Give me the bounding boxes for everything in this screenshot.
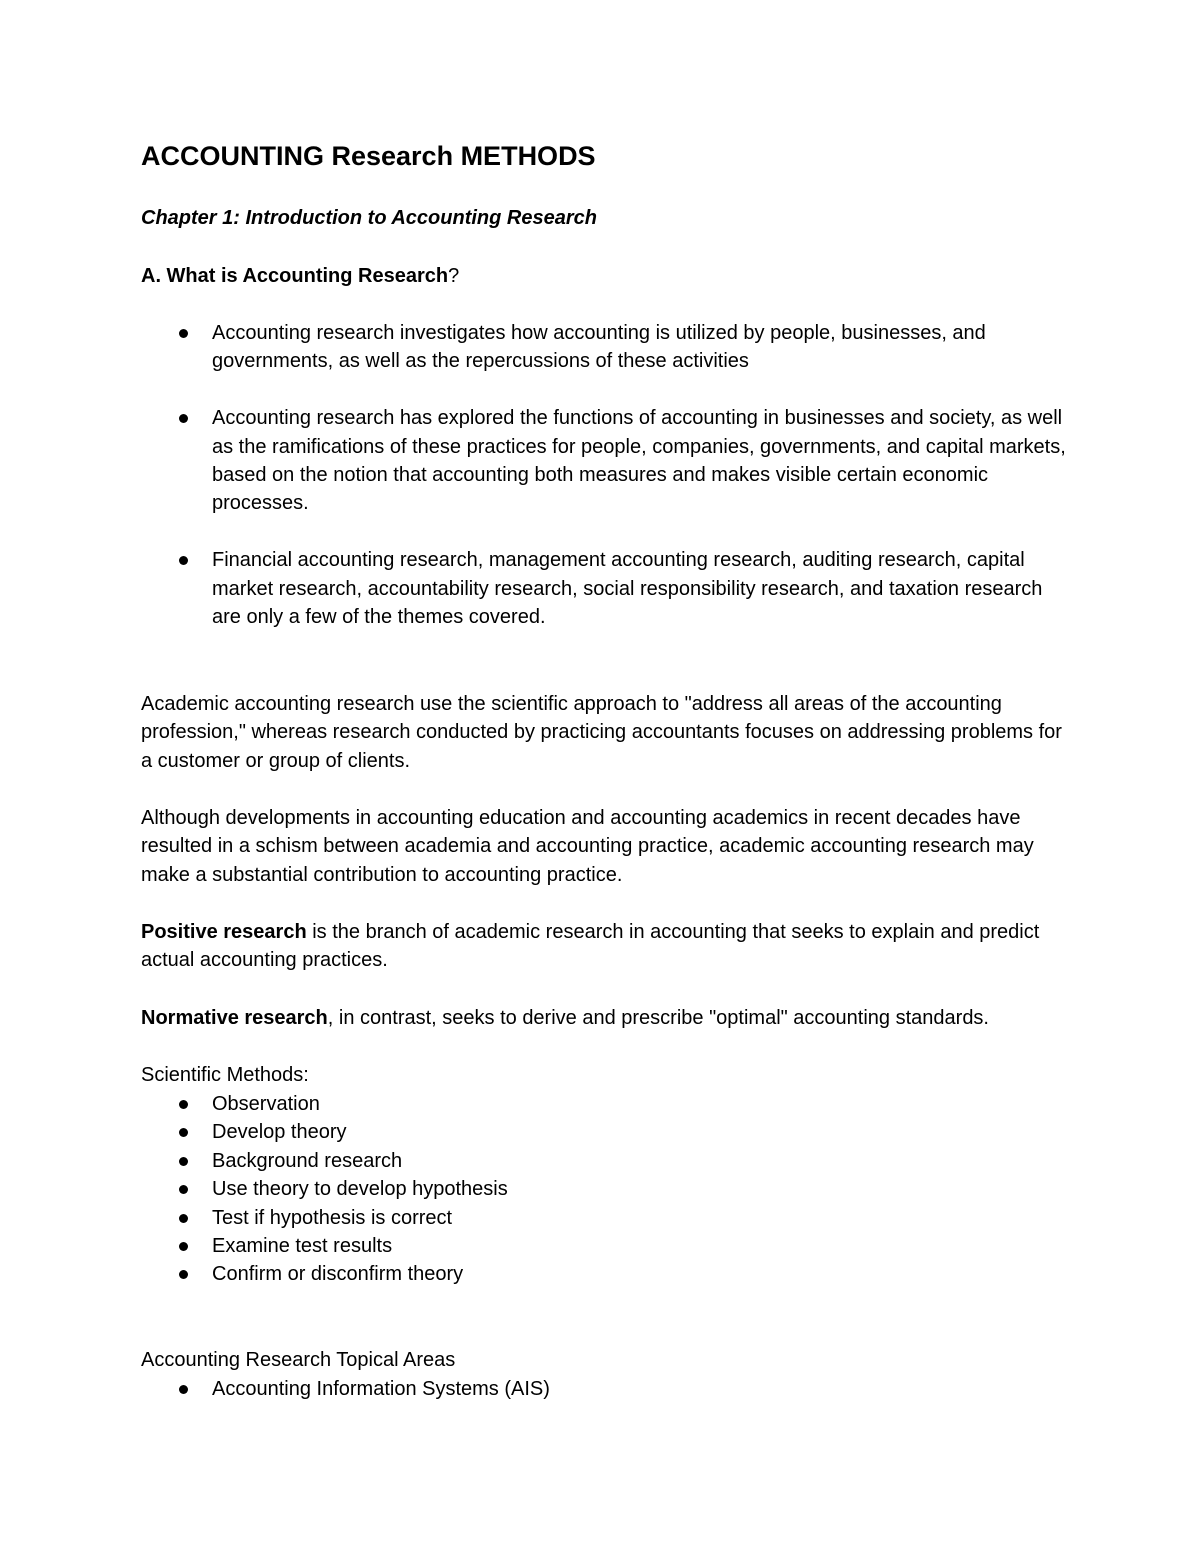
section-a-label: A. What is Accounting Research <box>141 265 449 287</box>
list-item-text: Examine test results <box>212 1235 393 1258</box>
paragraph-positive-research <box>141 918 1071 975</box>
topical-areas-heading: Accounting Research Topical Areas <box>141 1349 456 1371</box>
paragraph-schism: Although developments in accounting education and accounting academics in recent decades have resulted in a schism between academia and accounting practice, academic accounting research may make a substantial contribution to accounting practice. <box>141 807 1034 886</box>
list-item <box>141 1175 1071 1203</box>
section-a-suffix: ? <box>448 265 460 287</box>
bullet-icon <box>179 414 188 423</box>
list-item-text: Accounting research investigates how accounting is utilized by people, businesses, and governments, as well as the repercussions of these activities <box>212 322 986 373</box>
list-item <box>141 1090 1071 1118</box>
scientific-methods-list <box>141 1090 1071 1289</box>
list-item <box>141 1147 1071 1175</box>
list-item <box>141 1232 1071 1260</box>
scientific-methods-heading: Scientific Methods: <box>141 1064 309 1086</box>
list-item <box>141 1375 1071 1403</box>
list-item-text: Confirm or disconfirm theory <box>212 1263 464 1286</box>
list-item <box>141 1260 1071 1288</box>
list-item-text: Accounting Information Systems (AIS) <box>212 1378 550 1400</box>
chapter-heading: Chapter 1: Introduction to Accounting Research <box>141 207 597 229</box>
list-item-text: Background research <box>212 1149 403 1172</box>
intro-bullet-list <box>141 319 1071 660</box>
bullet-icon <box>179 1157 188 1166</box>
paragraph-normative-research <box>141 1004 1071 1032</box>
bullet-icon <box>179 1214 188 1223</box>
bullet-icon <box>179 1128 188 1137</box>
document-title: ACCOUNTING Research METHODS <box>141 141 596 171</box>
list-item-text: Test if hypothesis is correct <box>212 1206 453 1229</box>
list-item <box>141 546 1071 631</box>
list-item <box>141 404 1071 518</box>
list-item <box>141 1204 1071 1232</box>
positive-research-definition: is the branch of academic research in accounting that seeks to explain and predict actual accounting practices. <box>141 921 1040 972</box>
normative-research-definition: , in contrast, seeks to derive and prescribe "optimal" accounting standards. <box>327 1007 989 1029</box>
bullet-icon <box>179 1270 188 1279</box>
bullet-icon <box>179 1385 188 1394</box>
list-item-text: Financial accounting research, management accounting research, auditing research, capital market research, accountability research, social responsibility research, and taxation research are only a few of the themes covered. <box>212 549 1043 629</box>
list-item-text: Use theory to develop hypothesis <box>212 1178 508 1201</box>
term-positive-research: Positive research <box>141 921 307 943</box>
paragraph-academic: Academic accounting research use the scientific approach to "address all areas of the accounting profession," whereas research conducted by practicing accountants focuses on addressing problems for a customer or group of clients. <box>141 693 1062 772</box>
bullet-icon <box>179 1100 188 1109</box>
section-a-heading <box>141 262 1071 290</box>
bullet-icon <box>179 1242 188 1251</box>
list-item <box>141 319 1071 376</box>
bullet-icon <box>179 556 188 565</box>
term-normative-research: Normative research <box>141 1007 328 1029</box>
list-item-text: Accounting research has explored the functions of accounting in businesses and society, as well as the ramifications of these practices for people, companies, governments, and capital markets, based on the notion that accounting both measures and makes visible certain economic processes. <box>212 407 1066 515</box>
bullet-icon <box>179 329 188 338</box>
list-item-text: Observation <box>212 1093 320 1115</box>
bullet-icon <box>179 1185 188 1194</box>
topical-areas-list <box>141 1375 1071 1403</box>
list-item-text: Develop theory <box>212 1121 347 1144</box>
list-item <box>141 1118 1071 1146</box>
